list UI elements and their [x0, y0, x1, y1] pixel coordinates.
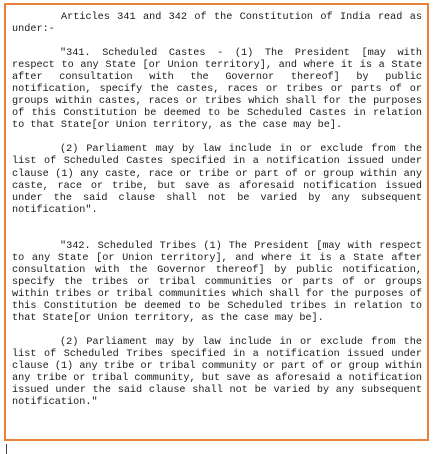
article-341-clause-2: (2) Parliament may by law include in or exclude from the list of Scheduled Castes specified in a notification issued under clause (1) any caste, race or tribe or part of or group within any caste, race or tribe, but save as aforesaid notification issued under the said clause shall not be varied by any subsequent notification".	[12, 144, 422, 216]
intro-paragraph: Articles 341 and 342 of the Constitution of India read as under:-	[12, 12, 422, 36]
document-frame	[4, 3, 429, 441]
article-342-clause-2: (2) Parliament may by law include in or exclude from the list of Scheduled Tribes specified in a notification issued under clause (1) any tribe or tribal community or part of or group within any tribe or tribal community, but save as aforesaid a notification issued under the said clause shall not be varied by any subsequent notification."	[12, 337, 422, 409]
document-text	[12, 12, 422, 409]
article-341-clause-1: "341. Scheduled Castes - (1) The President [may with respect to any State [or Union territory], and where it is a State after consultation with the Governor thereof] by public notification, specify the castes, races or tribes or parts of or groups within castes, races or tribes which shall for the purposes of this Constitution be deemed to be Scheduled Castes in relation to that State[or Union territory, as the case may be].	[12, 48, 422, 132]
page-edge-mark	[6, 444, 7, 454]
article-342-clause-1: "342. Scheduled Tribes (1) The President [may with respect to any State [or Union territory], and where it is a State after consultation with the Governor thereof] by public notification, specify the tribes or tribal communities or parts of or groups within tribes or tribal communities which shall for the purposes of this Constitution be deemed to be Scheduled tribes in relation to that State[or Union territory, as the case may be].	[12, 240, 422, 324]
